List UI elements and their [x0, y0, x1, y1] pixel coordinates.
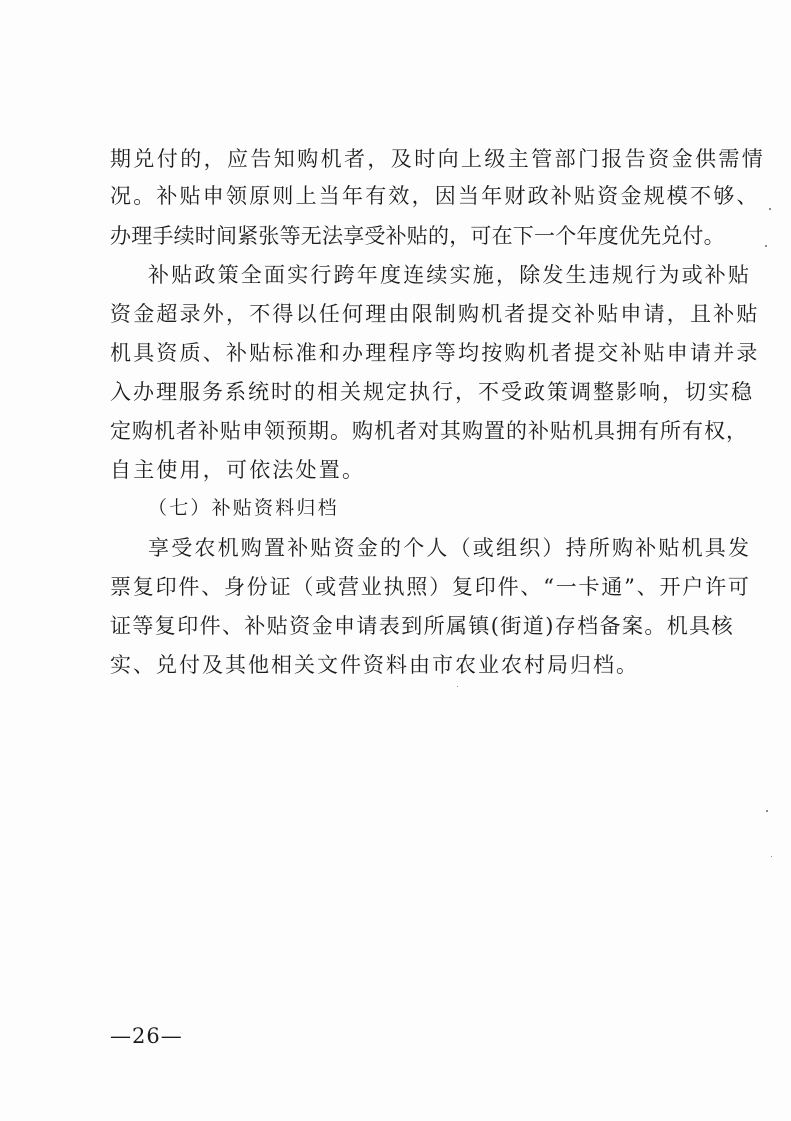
- body-text-line: 办理手续时间紧张等无法享受补贴的，可在下一个年度优先兑付。: [110, 224, 725, 248]
- paragraph-first-line: 享受农机购置补贴资金的个人（或组织）持所购补贴机具发: [148, 536, 752, 560]
- scan-speck: [771, 856, 772, 857]
- section-heading: （七）补贴资料归档: [148, 497, 339, 519]
- scan-speck: [766, 810, 768, 812]
- scan-speck: [457, 686, 458, 687]
- scan-speck: [769, 208, 771, 210]
- body-text-line: 票复印件、身份证（或营业执照）复印件、“一卡通”、开户许可: [110, 575, 751, 599]
- body-text-line: 资金超录外，不得以任何理由限制购机者提交补贴申请，且补贴: [110, 302, 760, 326]
- body-text-line: 况。补贴申领原则上当年有效，因当年财政补贴资金规模不够、: [110, 184, 760, 208]
- body-text-line: 机具资质、补贴标准和办理程序等均按购机者提交补贴申请并录: [110, 341, 760, 365]
- page-number: —26—: [110, 1024, 183, 1048]
- body-text-line: 证等复印件、补贴资金申请表到所属镇(街道)存档备案。机具核: [110, 614, 734, 638]
- body-text-line: 入办理服务系统时的相关规定执行，不受政策调整影响，切实稳: [110, 380, 754, 404]
- body-text-line: 期兑付的，应告知购机者，及时向上级主管部门报告资金供需情: [110, 147, 766, 171]
- body-text-line: 定购机者补贴申领预期。购机者对其购置的补贴机具拥有所有权，: [110, 419, 748, 443]
- scan-speck: [765, 245, 767, 247]
- body-text-line: 实、兑付及其他相关文件资料由市农业农村局归档。: [110, 653, 639, 677]
- paragraph-first-line: 补贴政策全面实行跨年度连续实施，除发生违规行为或补贴: [148, 263, 752, 287]
- body-text-line: 自主使用，可依法处置。: [110, 458, 366, 482]
